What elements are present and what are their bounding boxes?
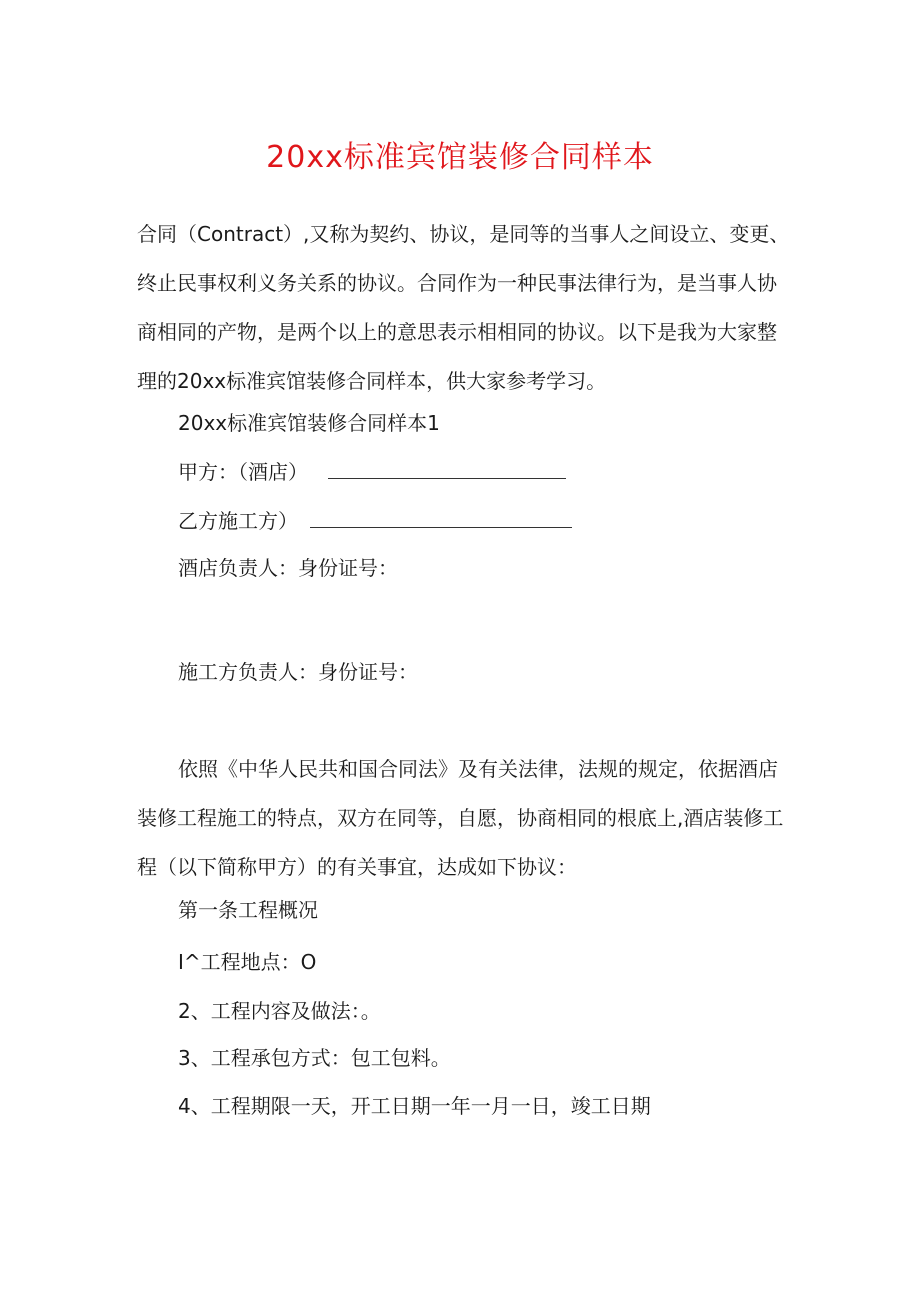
builder-representative: 施工方负责人：身份证号：: [178, 660, 418, 684]
intro-line: 理的20xx标准宾馆装修合同样本，供大家参考学习。: [137, 369, 607, 393]
article-1-item: 4、工程期限一天，开工日期一年一月一日，竣工日期: [178, 1094, 651, 1118]
basis-line: 程（以下简称甲方）的有关事宜，达成如下协议：: [137, 855, 577, 879]
basis-line: 依照《中华人民共和国合同法》及有关法律，法规的规定，依据酒店: [178, 757, 778, 781]
article-1-heading: 第一条工程概况: [178, 898, 318, 922]
party-a-row: [178, 456, 566, 487]
party-a-label: 甲方：（酒店）: [178, 460, 308, 484]
intro-line: 商相同的产物，是两个以上的意思表示相相同的协议。以下是我为大家整: [137, 320, 777, 344]
basis-line: 装修工程施工的特点，双方在同等，自愿，协商相同的根底上,酒店装修工: [137, 806, 784, 830]
hotel-representative: 酒店负责人：身份证号：: [178, 556, 398, 580]
document-title: 20xx标准宾馆装修合同样本: [266, 140, 654, 175]
party-b-row: [178, 505, 572, 536]
article-1-item: I^工程地点：O: [178, 950, 317, 974]
intro-line: 终止民事权利义务关系的协议。合同作为一种民事法律行为，是当事人协: [137, 271, 777, 295]
article-1-item: 2、工程内容及做法：。: [178, 999, 381, 1023]
intro-line: 合同（Contract）,又称为契约、协议，是同等的当事人之间设立、变更、: [137, 222, 790, 246]
article-1-item: 3、工程承包方式：包工包料。: [178, 1046, 451, 1070]
basis-paragraph: [137, 745, 787, 892]
sample-heading: 20xx标准宾馆装修合同样本1: [178, 411, 440, 435]
party-a-blank: [328, 456, 566, 479]
party-b-label: 乙方施工方）: [178, 509, 298, 533]
intro-paragraph: [137, 210, 790, 406]
party-b-blank: [310, 505, 572, 528]
